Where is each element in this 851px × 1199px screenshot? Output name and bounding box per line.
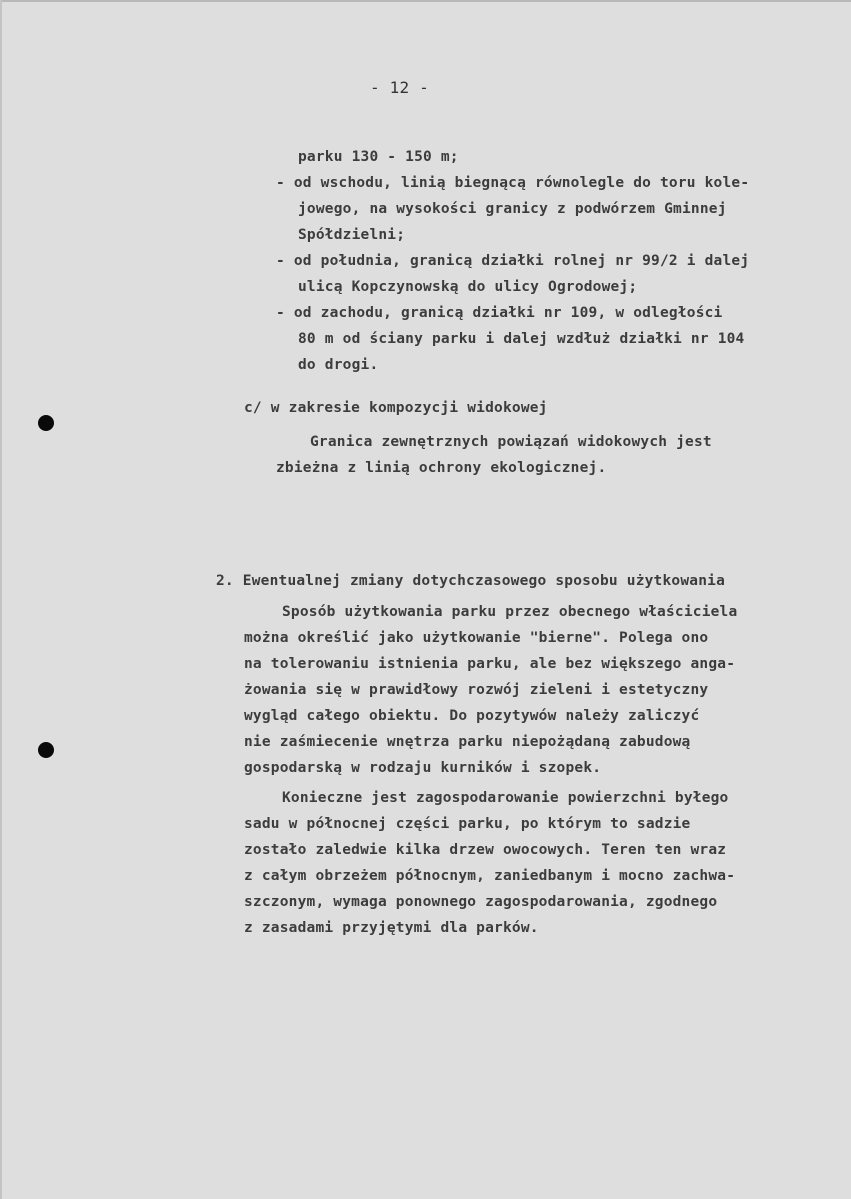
text-line: nie zaśmiecenie wnętrza parku niepożądaną zabudową (244, 734, 691, 750)
text-line: Sposób użytkowania parku przez obecnego właściciela (282, 604, 738, 620)
text-line: zostało zaledwie kilka drzew owocowych. Teren ten wraz (244, 842, 727, 858)
text-line: zbieżna z linią ochrony ekologicznej. (276, 460, 607, 476)
section-heading: 2. Ewentualnej zmiany dotychczasowego sposobu użytkowania (216, 573, 725, 589)
page-number: - 12 - (370, 78, 429, 97)
text-line: parku 130 - 150 m; (298, 149, 459, 165)
text-line: gospodarską w rodzaju kurników i szopek. (244, 760, 602, 776)
text-line: z całym obrzeżem północnym, zaniedbanym i mocno zachwa- (244, 868, 736, 884)
text-line: z zasadami przyjętymi dla parków. (244, 920, 539, 936)
scan-edge-top (0, 0, 851, 2)
text-line: Granica zewnętrznych powiązań widokowych jest (310, 434, 712, 450)
text-line: - od zachodu, granicą działki nr 109, w odległości (276, 305, 723, 321)
text-line: wygląd całego obiektu. Do pozytywów należy zaliczyć (244, 708, 700, 724)
text-line: 80 m od ściany parku i dalej wzdłuż działki nr 104 (298, 331, 745, 347)
text-line: na tolerowaniu istnienia parku, ale bez większego anga- (244, 656, 736, 672)
text-line: - od wschodu, linią biegnącą równolegle do toru kole- (276, 175, 750, 191)
text-line: sadu w północnej części parku, po którym to sadzie (244, 816, 691, 832)
text-line: żowania się w prawidłowy rozwój zieleni i estetyczny (244, 682, 709, 698)
text-line: - od południa, granicą działki rolnej nr 99/2 i dalej (276, 253, 750, 269)
text-line: ulicą Kopczynowską do ulicy Ogrodowej; (298, 279, 638, 295)
text-line: jowego, na wysokości granicy z podwórzem Gminnej (298, 201, 727, 217)
text-line: Konieczne jest zagospodarowanie powierzchni byłego (282, 790, 729, 806)
text-line: można określić jako użytkowanie "bierne". Polega ono (244, 630, 709, 646)
text-line: szczonym, wymaga ponownego zagospodarowania, zgodnego (244, 894, 718, 910)
section-heading: c/ w zakresie kompozycji widokowej (244, 400, 548, 416)
punch-hole (38, 415, 54, 431)
text-line: do drogi. (298, 357, 379, 373)
scan-edge-left (0, 0, 2, 1199)
punch-hole (38, 742, 54, 758)
text-line: Spółdzielni; (298, 227, 406, 243)
